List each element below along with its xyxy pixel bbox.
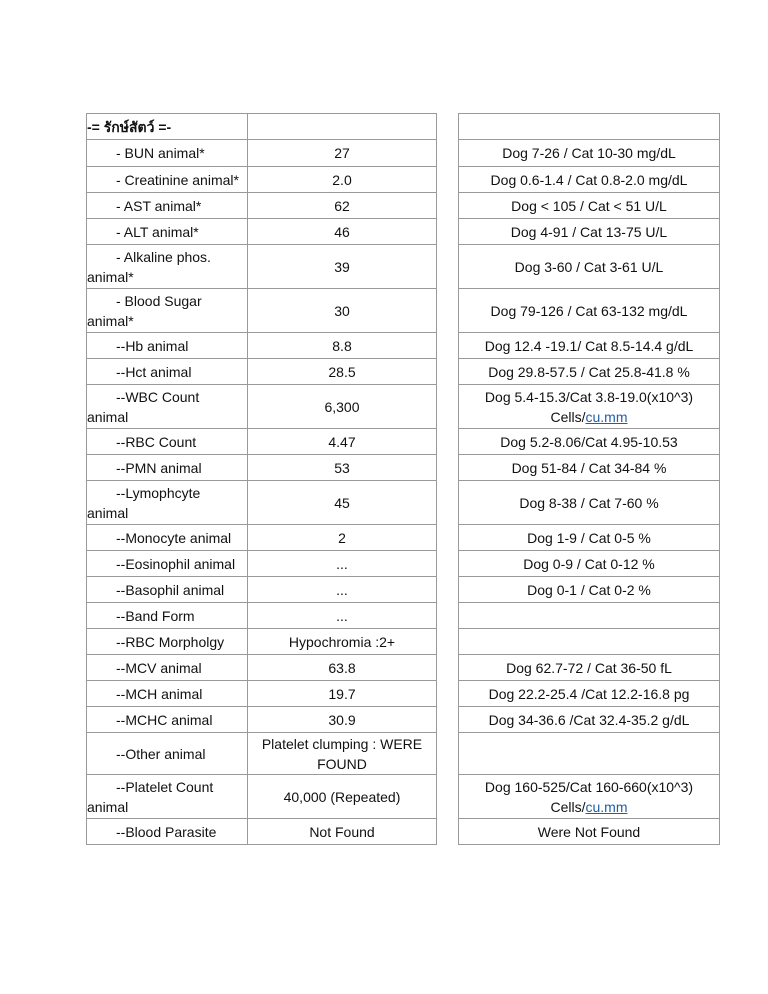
table-row — [87, 603, 720, 629]
test-name: --Basophil animal — [116, 581, 225, 598]
test-value: 40,000 (Repeated) — [248, 775, 437, 819]
test-name: --Hct animal — [116, 363, 192, 380]
test-value: 4.47 — [248, 429, 437, 455]
reference-range: Were Not Found — [459, 819, 720, 845]
reference-range: Dog 51-84 / Cat 34-84 % — [459, 455, 720, 481]
reference-range — [459, 629, 720, 655]
table-row — [87, 481, 720, 525]
reference-range: Dog < 105 / Cat < 51 U/L — [459, 193, 720, 219]
test-name: --Eosinophil animal — [116, 555, 236, 572]
test-value: 8.8 — [248, 333, 437, 359]
section-title: -= รักษ์สัตว์ =- — [87, 114, 248, 140]
test-name: --Monocyte animal — [116, 529, 232, 546]
table-row — [87, 551, 720, 577]
table-row — [87, 819, 720, 845]
reference-range: Dog 79-126 / Cat 63-132 mg/dL — [459, 289, 720, 333]
test-value: 6,300 — [248, 385, 437, 429]
test-name: - Alkaline phos. — [116, 248, 211, 265]
table-row — [87, 289, 720, 333]
reference-range — [459, 733, 720, 775]
test-value: Platelet clumping : WERE FOUND — [248, 733, 437, 775]
test-name: --RBC Count — [116, 433, 197, 450]
test-name: - ALT animal* — [116, 223, 199, 240]
test-value: Not Found — [248, 819, 437, 845]
test-value: 19.7 — [248, 681, 437, 707]
test-value: 28.5 — [248, 359, 437, 385]
test-value: ... — [248, 603, 437, 629]
table-row — [87, 775, 720, 819]
test-value: 45 — [248, 481, 437, 525]
reference-range: Dog 5.4-15.3/Cat 3.8-19.0(x10^3) Cells/cu.mm — [459, 385, 720, 429]
table-row — [87, 385, 720, 429]
table-row — [87, 193, 720, 219]
test-name: --Band Form — [116, 607, 195, 624]
test-name-cont: animal — [87, 408, 129, 425]
test-name-cont: animal* — [87, 312, 134, 329]
reference-range: Dog 12.4 -19.1/ Cat 8.5-14.4 g/dL — [459, 333, 720, 359]
reference-range: Dog 7-26 / Cat 10-30 mg/dL — [459, 140, 720, 167]
table-row — [87, 681, 720, 707]
test-name: --Other animal — [116, 745, 206, 762]
test-value: 27 — [248, 140, 437, 167]
reference-range: Dog 29.8-57.5 / Cat 25.8-41.8 % — [459, 359, 720, 385]
reference-range: Dog 0.6-1.4 / Cat 0.8-2.0 mg/dL — [459, 167, 720, 193]
test-name: - AST animal* — [116, 197, 202, 214]
table-row — [87, 333, 720, 359]
table-row — [87, 114, 720, 140]
test-name: --Blood Parasite — [116, 823, 217, 840]
table-row — [87, 429, 720, 455]
table-row — [87, 455, 720, 481]
reference-range: Dog 8-38 / Cat 7-60 % — [459, 481, 720, 525]
lab-results-table — [86, 113, 720, 845]
test-name: --RBC Morpholgy — [116, 633, 225, 650]
reference-range: Dog 5.2-8.06/Cat 4.95-10.53 — [459, 429, 720, 455]
table-row — [87, 707, 720, 733]
test-value: 2 — [248, 525, 437, 551]
reference-range — [459, 603, 720, 629]
test-name: --Platelet Count — [116, 778, 214, 795]
reference-range: Dog 62.7-72 / Cat 36-50 fL — [459, 655, 720, 681]
test-name: - BUN animal* — [116, 145, 205, 161]
table-row — [87, 140, 720, 167]
reference-range: Dog 1-9 / Cat 0-5 % — [459, 525, 720, 551]
unit-link[interactable]: cu.mm — [585, 798, 628, 815]
test-value: Hypochromia :2+ — [248, 629, 437, 655]
test-name-cont: animal — [87, 798, 129, 815]
test-value: 30 — [248, 289, 437, 333]
test-name: --PMN animal — [116, 459, 202, 476]
table-row — [87, 577, 720, 603]
test-name: --WBC Count — [116, 388, 200, 405]
reference-range: Dog 34-36.6 /Cat 32.4-35.2 g/dL — [459, 707, 720, 733]
table-row — [87, 167, 720, 193]
reference-range: Dog 4-91 / Cat 13-75 U/L — [459, 219, 720, 245]
test-value: 30.9 — [248, 707, 437, 733]
table-row — [87, 655, 720, 681]
test-name-cont: animal* — [87, 268, 134, 285]
test-name: - Creatinine animal* — [116, 171, 239, 188]
test-value: 53 — [248, 455, 437, 481]
test-value: 2.0 — [248, 167, 437, 193]
reference-range: Dog 0-1 / Cat 0-2 % — [459, 577, 720, 603]
test-value: 63.8 — [248, 655, 437, 681]
test-value: ... — [248, 551, 437, 577]
reference-range: Dog 22.2-25.4 /Cat 12.2-16.8 pg — [459, 681, 720, 707]
table-row — [87, 629, 720, 655]
table-row — [87, 219, 720, 245]
test-name: --MCH animal — [116, 685, 203, 702]
test-name-cont: animal — [87, 504, 129, 521]
reference-range: Dog 0-9 / Cat 0-12 % — [459, 551, 720, 577]
unit-link[interactable]: cu.mm — [585, 408, 628, 425]
table-row — [87, 359, 720, 385]
table-row — [87, 733, 720, 775]
test-name: --Hb animal — [116, 337, 189, 354]
test-name: --Lymophcyte — [116, 484, 201, 501]
test-value: 46 — [248, 219, 437, 245]
test-value: 39 — [248, 245, 437, 289]
test-value: ... — [248, 577, 437, 603]
test-name: --MCV animal — [116, 659, 202, 676]
test-name: --MCHC animal — [116, 711, 213, 728]
reference-range: Dog 3-60 / Cat 3-61 U/L — [459, 245, 720, 289]
test-value: 62 — [248, 193, 437, 219]
reference-range: Dog 160-525/Cat 160-660(x10^3) Cells/cu.mm — [459, 775, 720, 819]
table-row — [87, 245, 720, 289]
table-row — [87, 525, 720, 551]
test-name: - Blood Sugar — [116, 292, 202, 309]
